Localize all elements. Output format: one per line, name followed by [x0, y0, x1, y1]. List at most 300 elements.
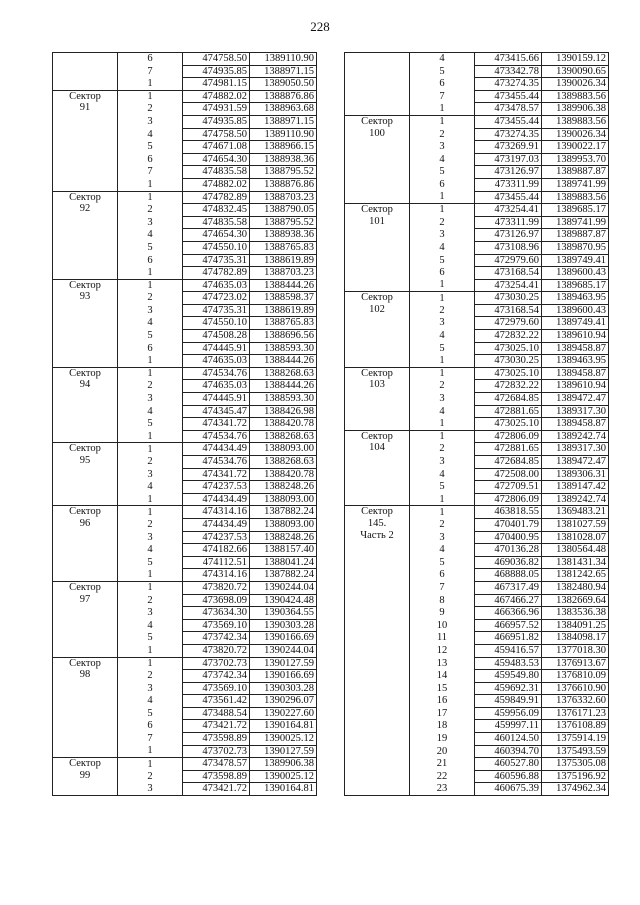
coordinate-x: 473742.34 [183, 670, 250, 683]
coordinate-y: 1389458.87 [542, 418, 609, 431]
coordinate-y: 1388619.89 [250, 304, 317, 317]
coordinate-x: 473311.99 [475, 216, 542, 229]
coordinate-x: 473168.54 [475, 304, 542, 317]
coordinate-y: 1389242.74 [542, 430, 609, 443]
coordinate-y: 1390025.12 [250, 770, 317, 783]
coordinate-y: 1382480.94 [542, 581, 609, 594]
coordinate-y: 1390090.65 [542, 65, 609, 78]
point-number: 2 [439, 518, 445, 530]
coordinate-y: 1388876.86 [250, 178, 317, 191]
coordinate-x: 474935.85 [183, 115, 250, 128]
coordinate-y: 1390164.81 [250, 720, 317, 733]
coordinate-y: 1389463.95 [542, 355, 609, 368]
point-number: 2 [439, 304, 445, 316]
point-number: 5 [439, 254, 445, 266]
coordinate-y: 1388765.83 [250, 241, 317, 254]
coordinate-x: 474654.30 [183, 153, 250, 166]
coordinate-x: 472881.65 [475, 405, 542, 418]
coordinate-y: 1390166.69 [250, 632, 317, 645]
point-number: 1 [118, 279, 183, 292]
coordinate-y: 1389472.47 [542, 393, 609, 406]
coordinate-x: 474445.91 [183, 342, 250, 355]
coordinate-x: 474635.03 [183, 279, 250, 292]
sector-label-line: Часть 2 [360, 529, 394, 541]
coordinate-y: 1390364.55 [250, 607, 317, 620]
table-row [53, 191, 317, 204]
point-number: 2 [147, 456, 153, 467]
coordinate-x: 474445.91 [183, 393, 250, 406]
coordinate-y: 1389147.42 [542, 481, 609, 494]
sector-label [345, 430, 410, 506]
coordinate-y: 1389906.38 [542, 103, 609, 116]
point-number: 7 [147, 166, 153, 178]
sector-label-line: Сектор [361, 367, 393, 379]
coordinate-x: 472979.60 [475, 317, 542, 330]
point-number: 1 [118, 657, 183, 670]
point-number: 1 [439, 103, 445, 115]
coordinate-x: 473254.41 [475, 204, 542, 217]
coordinate-x: 470400.95 [475, 531, 542, 544]
coordinate-x: 469036.82 [475, 556, 542, 569]
point-number: 5 [147, 632, 153, 644]
coordinate-x: 473698.09 [183, 594, 250, 607]
coordinate-y: 1389749.41 [542, 254, 609, 267]
sector-label-line: 104 [369, 442, 385, 454]
coordinate-x: 474758.50 [183, 53, 250, 66]
sector-label [345, 115, 410, 203]
coordinate-y: 1369483.21 [542, 506, 609, 519]
sector-label-line: 98 [79, 669, 91, 681]
table-row [53, 657, 317, 670]
table-row [53, 53, 317, 66]
coordinate-x: 472684.85 [475, 393, 542, 406]
coordinate-y: 1377018.30 [542, 644, 609, 657]
coordinate-x: 474931.59 [183, 103, 250, 116]
coordinate-y: 1389610.94 [542, 330, 609, 343]
sector-label-line: Сектор [69, 657, 101, 669]
coordinate-y: 1389463.95 [542, 292, 609, 305]
coordinate-y: 1376610.90 [542, 682, 609, 695]
coordinate-x: 473254.41 [475, 279, 542, 292]
sector-label-line: Сектор [69, 367, 101, 379]
point-number: 1 [410, 506, 475, 519]
coordinate-x: 474237.53 [183, 481, 250, 494]
point-number: 4 [439, 241, 445, 253]
coordinate-x: 474508.28 [183, 330, 250, 343]
point-number: 2 [147, 380, 153, 392]
sector-label-line: Сектор [361, 292, 393, 304]
coordinate-x: 474723.02 [183, 292, 250, 305]
point-number: 3 [147, 393, 153, 405]
coordinate-x: 474882.02 [183, 178, 250, 191]
coordinate-y: 1389306.31 [542, 468, 609, 481]
point-number: 23 [436, 783, 448, 795]
point-number: 2 [147, 103, 153, 115]
point-number: 12 [436, 644, 448, 656]
coordinate-x: 473197.03 [475, 153, 542, 166]
point-number: 4 [439, 468, 445, 480]
coordinate-y: 1389110.90 [250, 128, 317, 141]
coordinate-y: 1374962.34 [542, 783, 609, 796]
coordinate-y: 1388420.78 [250, 418, 317, 431]
coordinate-x: 474832.45 [183, 204, 250, 217]
coordinate-y: 1389472.47 [542, 456, 609, 469]
coordinate-y: 1388765.83 [250, 317, 317, 330]
coordinate-x: 474182.66 [183, 544, 250, 557]
coordinate-y: 1388444.26 [250, 380, 317, 393]
point-number: 1 [118, 191, 183, 204]
coordinate-x: 473455.44 [475, 90, 542, 103]
coordinate-x: 473820.72 [183, 581, 250, 594]
point-number: 3 [147, 607, 153, 619]
coordinate-x: 460527.80 [475, 758, 542, 771]
coordinate-y: 1376171.23 [542, 707, 609, 720]
coordinate-x: 459483.53 [475, 657, 542, 670]
coordinate-x: 460124.50 [475, 733, 542, 746]
coordinate-x: 473126.97 [475, 166, 542, 179]
coordinate-y: 1389906.38 [250, 758, 317, 771]
point-number: 2 [147, 594, 153, 606]
sector-label [53, 657, 118, 758]
point-number: 4 [439, 405, 445, 417]
coordinate-x: 474654.30 [183, 229, 250, 242]
coordinate-x: 474782.89 [183, 267, 250, 280]
point-number: 5 [147, 556, 153, 568]
coordinate-y: 1390166.69 [250, 670, 317, 683]
point-number: 3 [147, 115, 153, 127]
coordinate-y: 1388795.52 [250, 166, 317, 179]
point-number: 7 [147, 65, 153, 77]
sector-label-line: Сектор [69, 279, 101, 291]
table-row [345, 506, 609, 519]
coordinate-x: 459956.09 [475, 707, 542, 720]
point-number: 5 [439, 342, 445, 354]
coordinate-y: 1388093.00 [250, 518, 317, 531]
coordinate-y: 1388876.86 [250, 90, 317, 103]
table-row [53, 279, 317, 292]
coordinate-x: 474434.49 [183, 493, 250, 506]
coordinate-y: 1388971.15 [250, 115, 317, 128]
coordinate-y: 1384098.17 [542, 632, 609, 645]
point-number: 13 [436, 657, 448, 669]
point-number: 3 [439, 456, 445, 467]
coordinate-x: 474112.51 [183, 556, 250, 569]
sector-label-line: 102 [369, 303, 385, 315]
point-number: 6 [439, 78, 445, 90]
sector-label-line: 99 [79, 769, 91, 781]
coordinate-y: 1389741.99 [542, 216, 609, 229]
coordinate-x: 473561.42 [183, 695, 250, 708]
coordinate-x: 473702.73 [183, 745, 250, 758]
coordinate-x: 473455.44 [475, 191, 542, 204]
sector-label [345, 506, 410, 796]
sector-label-line: Сектор [69, 758, 101, 770]
coordinate-x: 474735.31 [183, 304, 250, 317]
sector-label-line: 92 [79, 203, 91, 215]
sector-label [53, 758, 118, 796]
coordinate-y: 1389953.70 [542, 153, 609, 166]
point-number: 3 [147, 783, 153, 795]
coordinate-y: 1388795.52 [250, 216, 317, 229]
coordinate-x: 473455.44 [475, 115, 542, 128]
point-number: 5 [439, 65, 445, 77]
coordinate-x: 467466.27 [475, 594, 542, 607]
point-number: 4 [147, 619, 153, 631]
point-number: 9 [439, 607, 445, 619]
sector-label [53, 443, 118, 506]
coordinate-x: 459416.57 [475, 644, 542, 657]
sector-label [53, 506, 118, 582]
coordinate-y: 1387882.24 [250, 569, 317, 582]
coordinate-y: 1390424.48 [250, 594, 317, 607]
point-number: 1 [147, 355, 153, 366]
coordinate-y: 1381027.59 [542, 518, 609, 531]
coordinate-y: 1389110.90 [250, 53, 317, 66]
sector-label [53, 367, 118, 443]
point-number: 2 [439, 380, 445, 392]
point-number: 1 [410, 115, 475, 128]
coordinate-y: 1387882.24 [250, 506, 317, 519]
coordinate-y: 1389749.41 [542, 317, 609, 330]
sector-label [345, 204, 410, 292]
coordinate-y: 1376913.67 [542, 657, 609, 670]
coordinate-y: 1388696.56 [250, 330, 317, 343]
coordinate-x: 474782.89 [183, 191, 250, 204]
coordinate-x: 463818.55 [475, 506, 542, 519]
coordinate-y: 1390296.07 [250, 695, 317, 708]
coordinate-y: 1388703.23 [250, 267, 317, 280]
coordinate-y: 1389458.87 [542, 367, 609, 380]
sector-label-line: Сектор [69, 191, 101, 203]
table-row [345, 204, 609, 217]
sector-label-line: Сектор [361, 506, 393, 518]
point-number: 3 [147, 304, 153, 316]
sector-label-line: 145. [367, 517, 387, 529]
coordinate-y: 1390244.04 [250, 581, 317, 594]
point-number: 1 [410, 367, 475, 380]
sector-label-line: 101 [369, 215, 385, 227]
point-number: 4 [147, 405, 153, 417]
sector-label [53, 191, 118, 279]
coordinate-x: 466366.96 [475, 607, 542, 620]
coordinate-x: 474434.49 [183, 443, 250, 456]
coordinate-y: 1388598.37 [250, 292, 317, 305]
coordinate-x: 459997.11 [475, 720, 542, 733]
sector-label-line: Сектор [361, 115, 393, 127]
point-number: 1 [439, 191, 445, 203]
point-number: 2 [147, 518, 153, 530]
sector-label-line: 96 [79, 517, 91, 529]
point-number: 1 [439, 417, 445, 429]
coordinate-y: 1389458.87 [542, 342, 609, 355]
coordinate-x: 472684.85 [475, 456, 542, 469]
point-number: 3 [147, 682, 153, 694]
point-number: 1 [147, 493, 153, 505]
coordinate-x: 473025.10 [475, 342, 542, 355]
point-number: 3 [147, 468, 153, 480]
point-number: 5 [439, 166, 445, 178]
coordinate-x: 472832.22 [475, 380, 542, 393]
coordinate-x: 474534.76 [183, 430, 250, 443]
coordinate-x: 473311.99 [475, 178, 542, 191]
point-number: 4 [147, 695, 153, 707]
point-number: 5 [147, 418, 153, 430]
coordinate-x: 459849.91 [475, 695, 542, 708]
point-number: 22 [436, 770, 448, 782]
sector-label-line: 94 [79, 379, 91, 391]
point-number: 2 [147, 770, 153, 782]
coordinate-y: 1388971.15 [250, 65, 317, 78]
point-number: 3 [439, 317, 445, 329]
point-number: 6 [439, 178, 445, 190]
coordinate-y: 1390244.04 [250, 644, 317, 657]
coordinate-x: 473168.54 [475, 267, 542, 280]
coordinate-y: 1384091.25 [542, 619, 609, 632]
sector-label-line: 100 [369, 127, 385, 139]
sector-label [53, 279, 118, 367]
coordinate-x: 460596.88 [475, 770, 542, 783]
coordinate-y: 1388268.63 [250, 430, 317, 443]
coordinate-x: 473274.35 [475, 78, 542, 91]
point-number: 4 [439, 153, 445, 165]
sector-label-line: Сектор [69, 443, 101, 455]
coordinate-x: 474341.72 [183, 418, 250, 431]
coordinate-y: 1380564.48 [542, 544, 609, 557]
point-number: 4 [147, 317, 153, 329]
sector-label [53, 53, 118, 91]
coordinates-table-right [344, 52, 609, 796]
point-number: 4 [439, 330, 445, 342]
coordinate-x: 474635.03 [183, 380, 250, 393]
point-number: 3 [439, 141, 445, 153]
coordinate-x: 474935.85 [183, 65, 250, 78]
coordinate-x: 474635.03 [183, 355, 250, 368]
coordinate-y: 1388093.00 [250, 443, 317, 456]
coordinate-x: 472806.09 [475, 430, 542, 443]
coordinate-x: 460675.39 [475, 783, 542, 796]
sector-label-line: 91 [79, 102, 91, 114]
coordinate-x: 472881.65 [475, 443, 542, 456]
coordinate-x: 473126.97 [475, 229, 542, 242]
coordinate-y: 1389242.74 [542, 493, 609, 506]
coordinate-y: 1375196.92 [542, 770, 609, 783]
point-number: 1 [118, 90, 183, 103]
point-number: 1 [147, 644, 153, 656]
point-number: 4 [439, 544, 445, 556]
point-number: 15 [436, 682, 448, 694]
coordinate-x: 473030.25 [475, 292, 542, 305]
point-number: 3 [439, 229, 445, 241]
coordinate-y: 1388268.63 [250, 456, 317, 469]
table-row [345, 367, 609, 380]
point-number: 5 [147, 330, 153, 342]
coordinate-y: 1388938.36 [250, 229, 317, 242]
point-number: 3 [147, 216, 153, 228]
point-number: 1 [147, 745, 153, 757]
coordinate-x: 474434.49 [183, 518, 250, 531]
coordinate-y: 1388966.15 [250, 141, 317, 154]
coordinate-y: 1389610.94 [542, 380, 609, 393]
point-number: 1 [410, 430, 475, 443]
coordinate-y: 1390227.60 [250, 707, 317, 720]
coordinate-x: 472832.22 [475, 330, 542, 343]
coordinate-y: 1390127.59 [250, 657, 317, 670]
coordinate-x: 474237.53 [183, 531, 250, 544]
coordinate-y: 1390159.12 [542, 53, 609, 66]
coordinate-x: 474671.08 [183, 141, 250, 154]
point-number: 2 [147, 292, 153, 304]
coordinate-y: 1389685.17 [542, 204, 609, 217]
point-number: 18 [436, 720, 448, 732]
point-number: 5 [147, 241, 153, 253]
coordinate-y: 1390026.34 [542, 78, 609, 91]
coordinate-x: 474835.58 [183, 216, 250, 229]
coordinate-y: 1389883.56 [542, 191, 609, 204]
point-number: 2 [439, 128, 445, 140]
coordinates-table-left [52, 52, 317, 796]
coordinate-y: 1388790.05 [250, 204, 317, 217]
point-number: 5 [147, 141, 153, 153]
point-number: 1 [439, 493, 445, 505]
coordinate-y: 1376810.09 [542, 670, 609, 683]
table-row [53, 581, 317, 594]
coordinate-x: 474534.76 [183, 456, 250, 469]
sector-label-line: 103 [369, 379, 385, 391]
coordinate-y: 1389685.17 [542, 279, 609, 292]
coordinate-x: 473025.10 [475, 367, 542, 380]
coordinate-x: 474314.16 [183, 569, 250, 582]
point-number: 8 [439, 594, 445, 606]
coordinate-x: 474550.10 [183, 317, 250, 330]
coordinate-y: 1388938.36 [250, 153, 317, 166]
coordinate-y: 1389887.87 [542, 166, 609, 179]
coordinate-y: 1389883.56 [542, 115, 609, 128]
point-number: 19 [436, 733, 448, 745]
point-number: 5 [147, 707, 153, 719]
coordinate-y: 1388157.40 [250, 544, 317, 557]
point-number: 3 [439, 393, 445, 405]
coordinate-x: 473598.89 [183, 770, 250, 783]
point-number: 1 [147, 77, 153, 89]
coordinate-x: 473421.72 [183, 720, 250, 733]
point-number: 20 [436, 745, 448, 757]
coordinate-y: 1389883.56 [542, 90, 609, 103]
point-number: 21 [436, 758, 448, 770]
point-number: 1 [410, 292, 475, 305]
coordinate-x: 472709.51 [475, 481, 542, 494]
point-number: 4 [147, 544, 153, 556]
sector-label-line: Сектор [361, 204, 393, 216]
coordinate-y: 1390022.17 [542, 141, 609, 154]
coordinate-x: 467317.49 [475, 581, 542, 594]
coordinate-y: 1375493.59 [542, 745, 609, 758]
sector-label-line: Сектор [69, 506, 101, 518]
coordinate-y: 1389887.87 [542, 229, 609, 242]
page-number: 228 [310, 19, 330, 34]
coordinate-y: 1388703.23 [250, 191, 317, 204]
coordinate-x: 474758.50 [183, 128, 250, 141]
point-number: 17 [436, 707, 448, 719]
point-number: 1 [410, 204, 475, 217]
coordinate-y: 1389317.30 [542, 405, 609, 418]
sector-label [53, 581, 118, 657]
point-number: 1 [147, 178, 153, 190]
coordinate-x: 474345.47 [183, 405, 250, 418]
point-number: 2 [147, 670, 153, 682]
point-number: 2 [439, 443, 445, 455]
coordinate-y: 1390303.28 [250, 682, 317, 695]
coordinate-x: 473269.91 [475, 141, 542, 154]
